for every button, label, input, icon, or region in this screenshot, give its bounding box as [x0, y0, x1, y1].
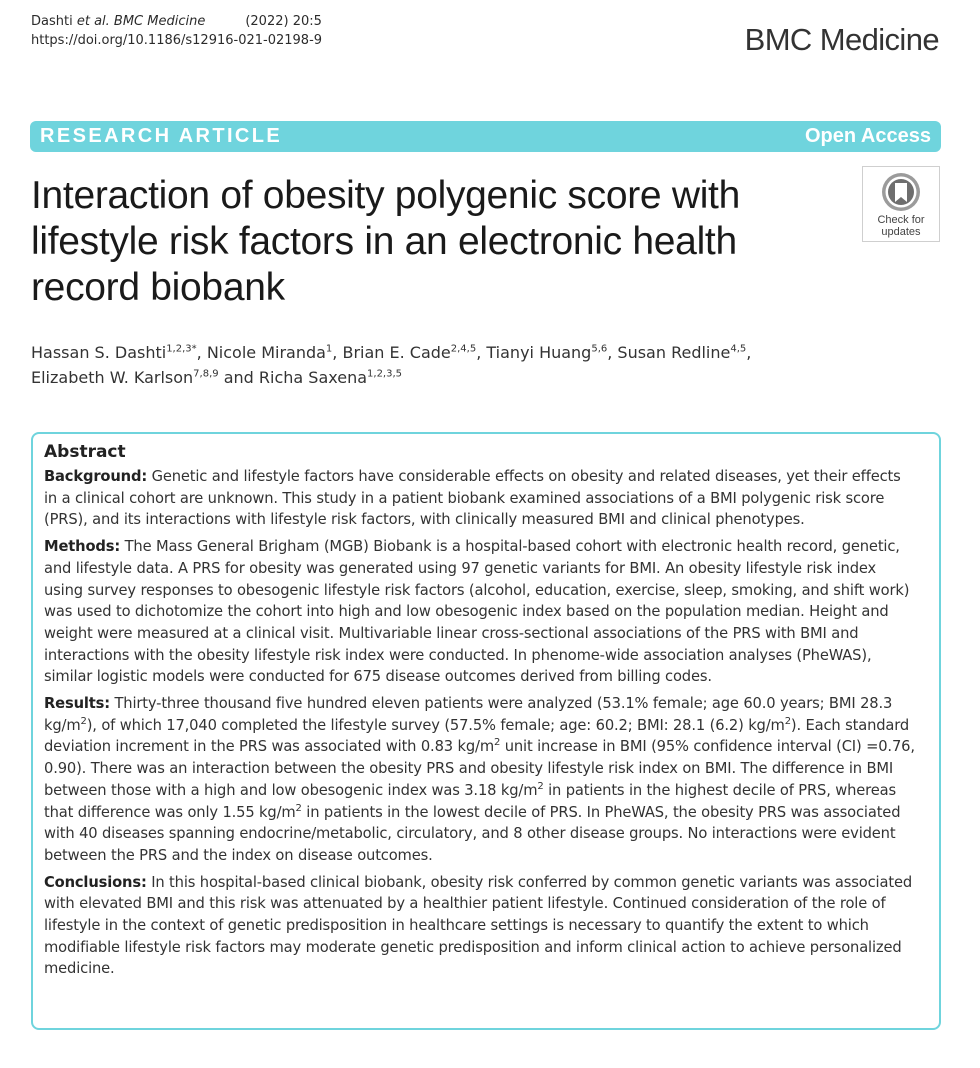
citation-authors: Dashti	[31, 14, 73, 29]
author[interactable]: Hassan S. Dashti$^{1,2,3*}$	[31, 343, 197, 362]
check-updates-label: Check for updates	[877, 214, 925, 238]
abstract-box	[31, 432, 941, 1030]
article-banner	[30, 121, 941, 152]
article-type: RESEARCH ARTICLE	[40, 125, 283, 147]
citation-volume: (2022) 20:5	[245, 14, 322, 29]
citation-journal: et al. BMC Medicine	[76, 14, 206, 29]
author-list: Hassan S. Dashti$^{1,2,3*}$, Nicole Miranda$^1$, Brian E. Cade$^{2,4,5}$, Tianyi Huang$^{5,6}$, Susan Redline$^{4,5}$, Elizabeth W. Karlson$^{7,8,9}$ and Richa Saxena$^{1,2,3,5}$	[31, 343, 752, 387]
author[interactable]: Susan Redline$^{4,5}$	[617, 343, 747, 362]
check-for-updates-button[interactable]	[862, 166, 940, 242]
open-access-label[interactable]: Open Access	[805, 125, 931, 147]
author[interactable]: Brian E. Cade$^{2,4,5}$	[342, 343, 477, 362]
journal-logo[interactable]: BMC Medicine	[744, 22, 939, 57]
author[interactable]: Elizabeth W. Karlson$^{7,8,9}$	[31, 368, 219, 387]
citation-line	[31, 12, 322, 31]
citation-header	[31, 12, 322, 50]
author[interactable]: Tianyi Huang$^{5,6}$	[486, 343, 608, 362]
abstract-conclusions: Conclusions: In this hospital-based clinical biobank, obesity risk conferred by common genetic variants was associated with elevated BMI and this risk was attenuated by a healthier patient lifestyle. Continued consideration of the role of lifestyle in the context of genetic predisposition in healthcare settings is necessary to quantify the extent to which modifiable lifestyle risk factors may moderate genetic predisposition and inform clinical action to achieve personalized medicine.	[44, 873, 912, 978]
abstract-results: Results: Thirty-three thousand five hundred eleven patients were analyzed (53.1% female; age 60.0 years; BMI 28.3 $kg/m^2$), of which 17,040 completed the lifestyle survey (57.5% female; age: 60.2; BMI: 28.1 (6.2) $kg/m^2$). Each standard deviation increment in the PRS was associated with 0.83 $kg/m^2$ unit increase in BMI (95% confidence interval (CI) =0.76, 0.90). There was an interaction between the obesity PRS and obesity lifestyle risk index on BMI. The difference in BMI between those with a high and low obesogenic index was 3.18 $kg/m^2$ in patients in the highest decile of PRS, whereas that difference was only 1.55 $kg/m^2$ in patients in the lowest decile of PRS. In PheWAS, the obesity PRS was associated with 40 diseases spanning endocrine/metabolic, circulatory, and 8 other disease groups. No interactions were evident between the PRS and the index on disease outcomes.	[44, 695, 915, 864]
abstract-methods: Methods: The Mass General Brigham (MGB) Biobank is a hospital-based cohort with electronic health record, genetic, and lifestyle data. A PRS for obesity was generated using 97 genetic variants for BMI. An obesity lifestyle risk index using survey responses to obesogenic lifestyle risk factors (alcohol, education, exercise, sleep, smoking, and shift work) was used to dichotomize the cohort into high and low obesogenic index based on the population median. Height and weight were measured at a clinical visit. Multivariable linear cross-sectional associations of the PRS with BMI and interactions with the obesity lifestyle risk index were conducted. In phenome-wide association analyses (PheWAS), similar logistic models were conducted for 675 disease outcomes derived from billing codes.	[44, 538, 910, 686]
abstract-heading: Abstract	[44, 442, 126, 462]
article-title: Interaction of obesity polygenic score with lifestyle risk factors in an electronic health record biobank	[31, 174, 740, 309]
abstract-background: Background: Genetic and lifestyle factors have considerable effects on obesity and related diseases, yet their effects in a clinical cohort are unknown. This study in a patient biobank examined associations of a BMI polygenic risk score (PRS), and its interactions with lifestyle risk factors, with clinically measured BMI and clinical phenotypes.	[44, 468, 901, 529]
bookmark-icon	[880, 171, 922, 213]
author[interactable]: Nicole Miranda$^1$	[206, 343, 333, 362]
author[interactable]: Richa Saxena$^{1,2,3,5}$	[258, 368, 403, 387]
doi-link[interactable]: https://doi.org/10.1186/s12916-021-02198-9	[31, 33, 323, 48]
